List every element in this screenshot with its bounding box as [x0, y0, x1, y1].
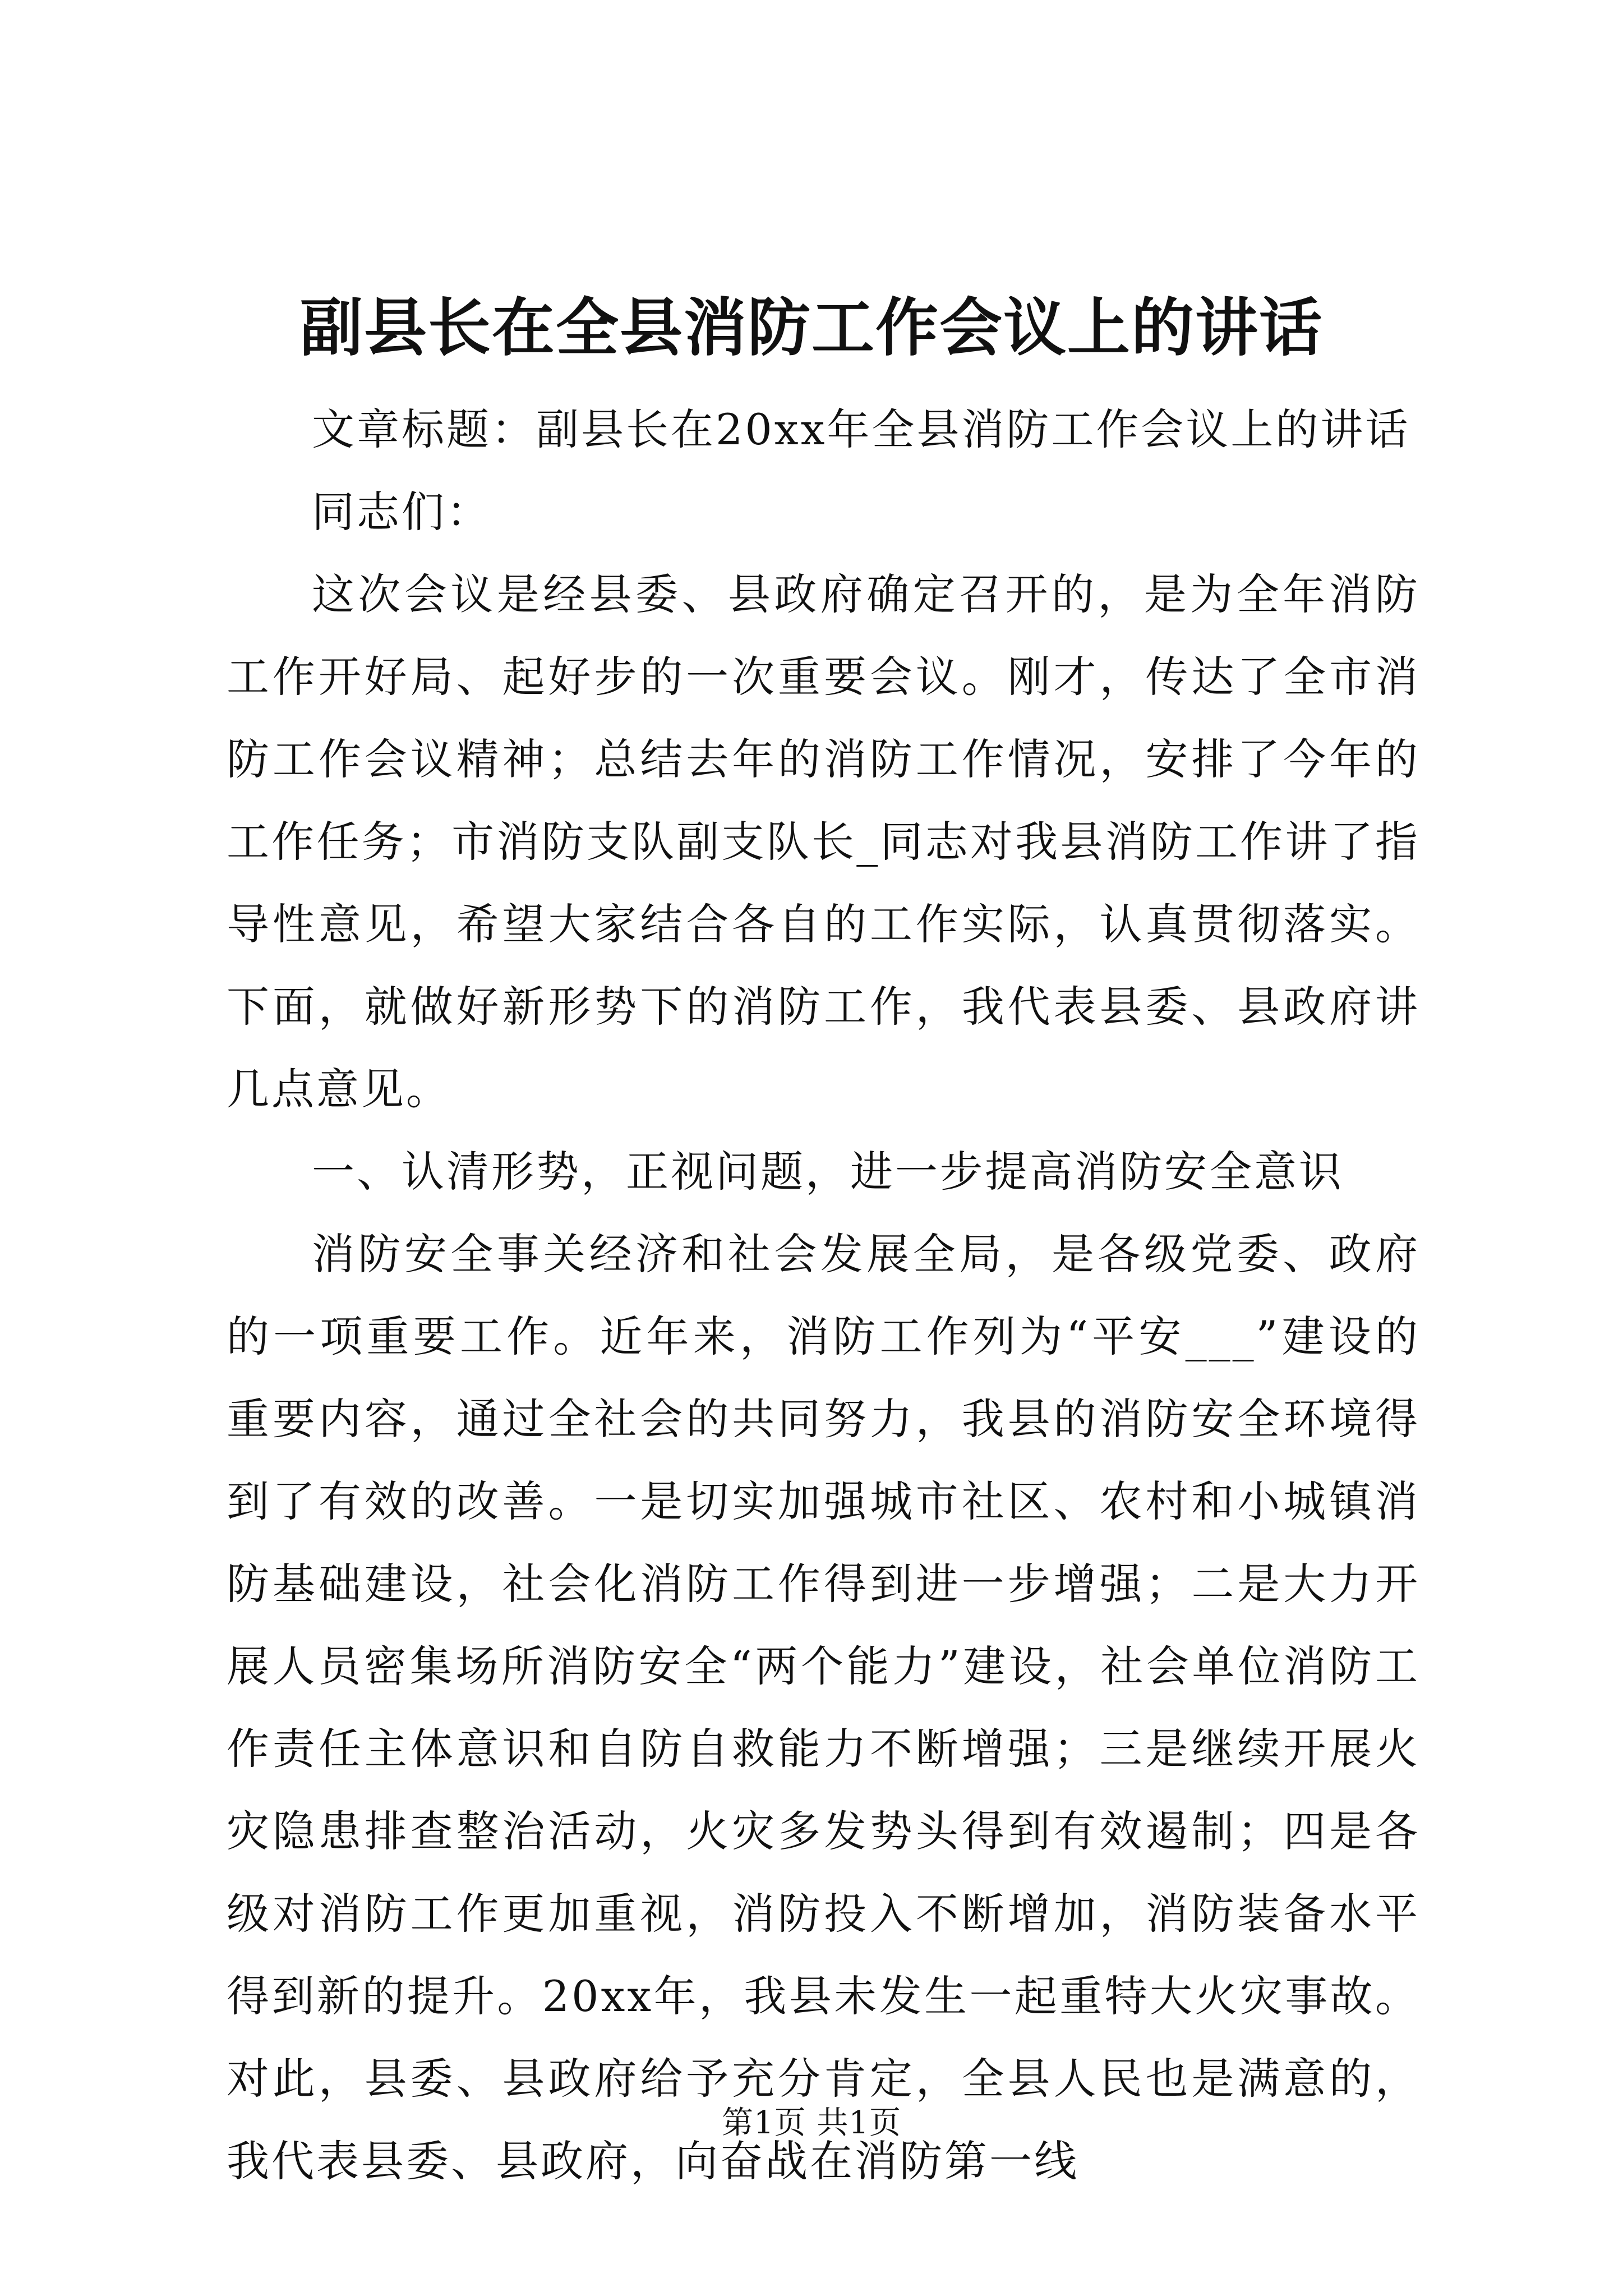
article-title-line: 文章标题：副县长在20xx年全县消防工作会议上的讲话 — [312, 404, 1410, 454]
document-body — [227, 388, 1420, 2202]
page-number-footer: 第1页 共1页 — [721, 2105, 902, 2141]
section-heading-1: 一、认清形势，正视问题，进一步提高消防安全意识 — [312, 1147, 1344, 1197]
paragraph-intro: 这次会议是经县委、县政府确定召开的，是为全年消防工作开好局、起好步的一次重要会议。刚才，传达了全市消防工作会议精神；总结去年的消防工作情况，安排了今年的工作任务；市消防支队副支队长_同志对我县消防工作讲了指导性意见，希望大家结合各自的工作实际，认真贯彻落实。下面，就做好新形势下的消防工作，我代表县委、县政府讲几点意见。 — [227, 569, 1420, 1114]
salutation: 同志们： — [312, 487, 491, 537]
document-title: 副县长在全县消防工作会议上的讲话 — [300, 291, 1323, 365]
paragraph-section-1: 消防安全事关经济和社会发展全局，是各级党委、政府的一项重要工作。近年来，消防工作列为“平安___”建设的重要内容，通过全社会的共同努力，我县的消防安全环境得到了有效的改善。一是切实加强城市社区、农村和小城镇消防基础建设，社会化消防工作得到进一步增强；二是大力开展人员密集场所消防安全“两个能力”建设，社会单位消防工作责任主体意识和自防自救能力不断增强；三是继续开展火灾隐患排查整治活动，火灾多发势头得到有效遏制；四是各级对消防工作更加重视，消防投入不断增加，消防装备水平得到新的提升。20xx年，我县未发生一起重特大火灾事故。对此，县委、县政府给予充分肯定，全县人民也是满意的，我代表县委、县政府，向奋战在消防第一线 — [227, 1229, 1420, 2186]
